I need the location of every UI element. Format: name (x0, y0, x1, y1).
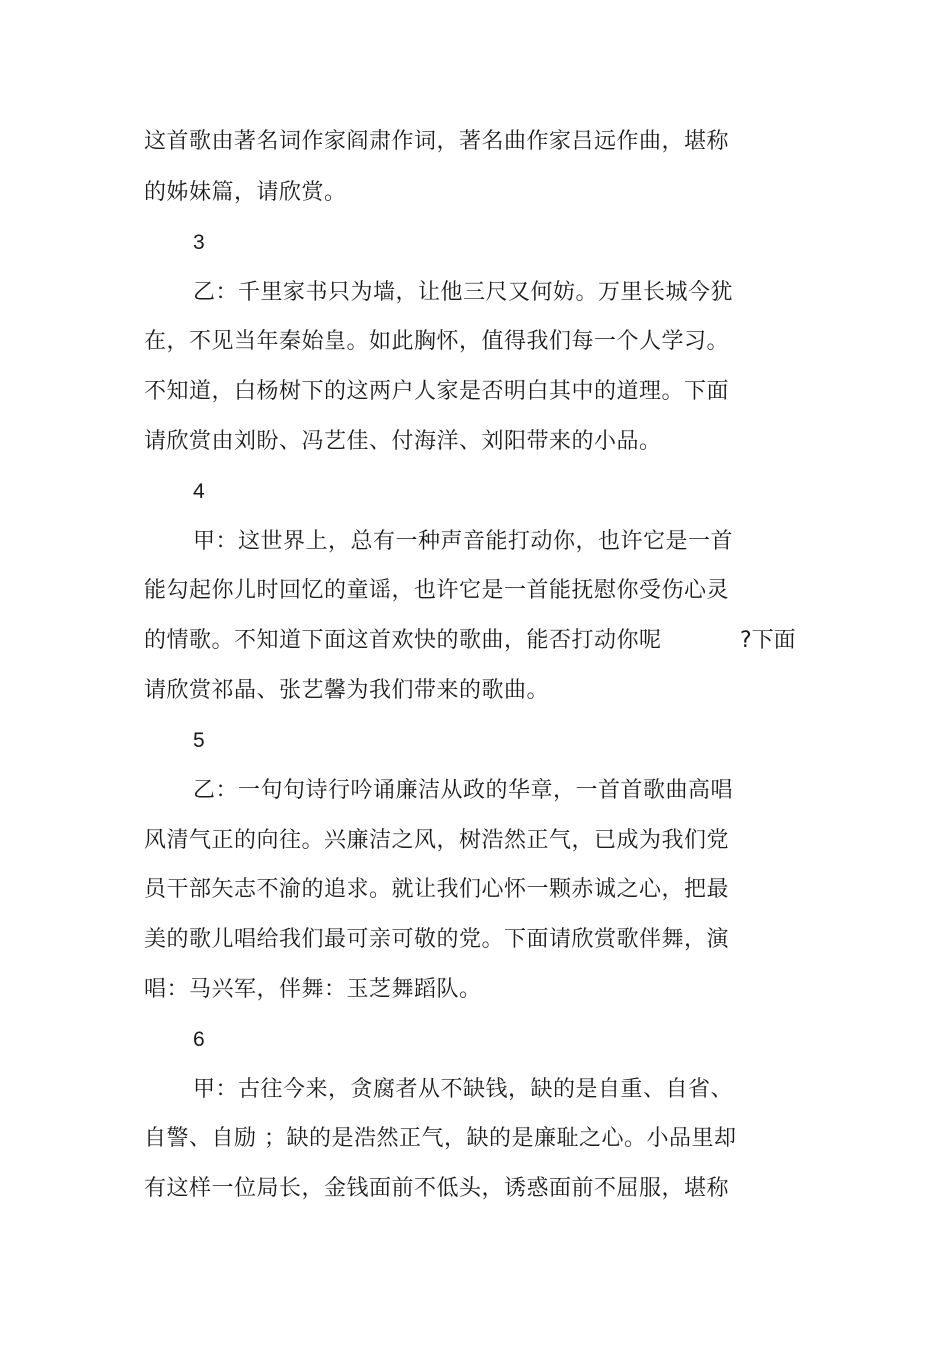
text-line: 请欣赏祁晶、张艺馨为我们带来的歌曲。 (144, 678, 550, 703)
text-line: 请欣赏由刘盼、冯艺佳、付海洋、刘阳带来的小品。 (144, 429, 662, 454)
text-line: 有这样一位局长，金钱面前不低头，诱惑面前不屈服，堪称 (144, 1176, 730, 1201)
text-line: 这首歌由著名词作家阎肃作词，著名曲作家吕远作曲，堪称 (144, 129, 730, 154)
text-line: 在，不见当年秦始皇。如此胸怀，值得我们每一个人学习。 (144, 329, 730, 354)
section-number: 6 (193, 1028, 205, 1051)
section-number: 4 (193, 480, 205, 503)
text-line: 唱：马兴军，伴舞：玉芝舞蹈队。 (144, 977, 482, 1002)
text-line-tail: ?下面 (740, 628, 796, 653)
text-line: 不知道，白杨树下的这两户人家是否明白其中的道理。下面 (144, 379, 730, 404)
text-line: 的情歌。不知道下面这首欢快的歌曲，能否打动你呢 (144, 628, 662, 653)
text-line: 自警、自励 ；缺的是浩然正气，缺的是廉耻之心。小品里却 (144, 1126, 737, 1151)
text-line: 甲：这世界上，总有一种声音能打动你，也许它是一首 (193, 529, 734, 554)
text-line: 甲：古往今来，贪腐者从不缺钱，缺的是自重、自省、 (193, 1077, 734, 1102)
section-number: 5 (193, 729, 205, 752)
text-line: 员干部矢志不渝的追求。就让我们心怀一颗赤诚之心，把最 (144, 877, 730, 902)
text-line: 美的歌儿唱给我们最可亲可敬的党。下面请欣赏歌伴舞，演 (144, 927, 730, 952)
text-line: 风清气正的向往。兴廉洁之风，树浩然正气，已成为我们党 (144, 828, 730, 853)
section-number: 3 (193, 231, 205, 254)
text-line: 乙：一句句诗行吟诵廉洁从政的华章，一首首歌曲高唱 (193, 778, 734, 803)
text-line: 乙：千里家书只为墙，让他三尺又何妨。万里长城今犹 (193, 280, 734, 305)
text-line: 的姊妹篇，请欣赏。 (144, 180, 347, 205)
text-line: 能勾起你儿时回忆的童谣，也许它是一首能抚慰你受伤心灵 (144, 578, 730, 603)
